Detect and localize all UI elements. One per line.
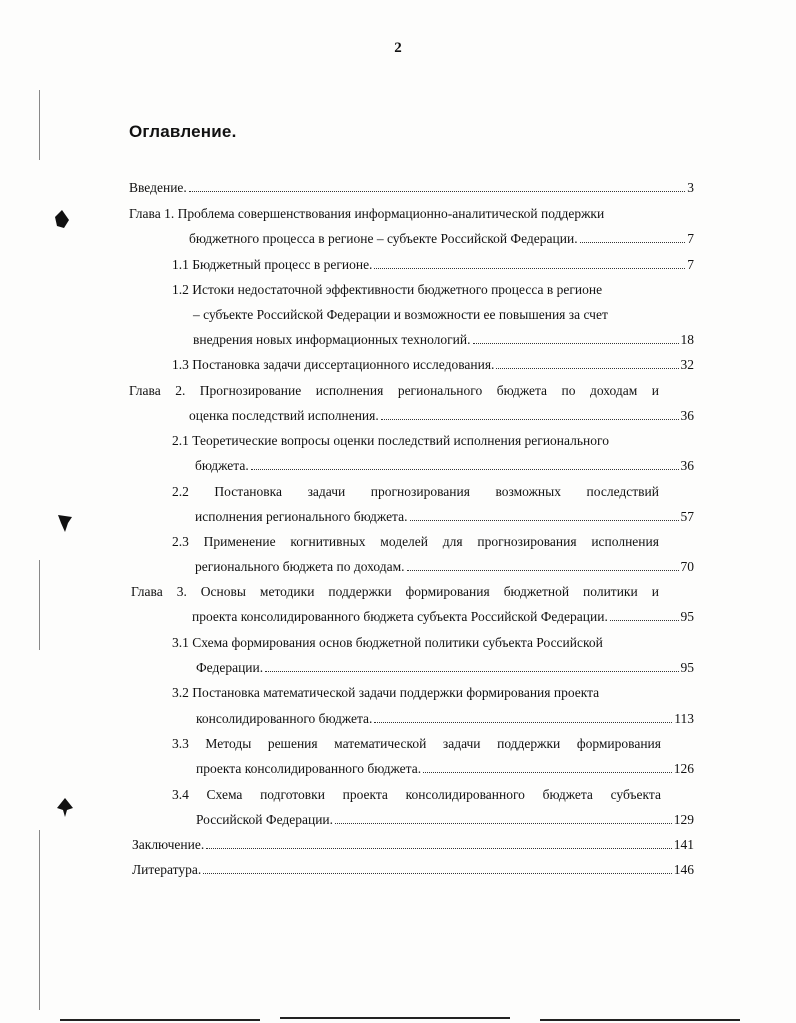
toc-entry-section-1-3[interactable] bbox=[172, 357, 694, 373]
toc-entry-word: и bbox=[651, 383, 659, 398]
punch-mark-icon bbox=[56, 798, 74, 818]
toc-entry-section-1-1[interactable] bbox=[172, 257, 694, 273]
toc-entry-word: по bbox=[561, 383, 576, 398]
toc-entry-chapter-2-cont bbox=[189, 408, 694, 424]
toc-entry-word: подготовки bbox=[260, 787, 325, 802]
toc-entry-label: проекта консолидированного бюджета субъекта Российской Федерации. bbox=[192, 609, 608, 624]
toc-entry-word: бюджетной bbox=[503, 584, 570, 599]
toc-entry-label: 2.1 Теоретические вопросы оценки последствий исполнения регионального bbox=[172, 433, 609, 448]
toc-entry-word: политики bbox=[583, 584, 638, 599]
leader-dots bbox=[374, 268, 685, 269]
toc-entry-word: 3. bbox=[176, 584, 187, 599]
toc-page-number: 129 bbox=[673, 812, 694, 827]
toc-page-number: 70 bbox=[680, 559, 694, 574]
toc-entry-section-2-2-cont bbox=[195, 509, 694, 525]
toc-entry-label: бюджетного процесса в регионе – субъекте Российской Федерации. bbox=[189, 231, 578, 246]
toc-entry-word: формирования bbox=[405, 584, 490, 599]
leader-dots bbox=[206, 848, 672, 849]
toc-page-number: 57 bbox=[680, 509, 694, 524]
scan-edge-line bbox=[39, 830, 40, 1010]
toc-entry-word: проекта bbox=[342, 787, 388, 802]
toc-entry-label: оценка последствий исполнения. bbox=[189, 408, 379, 423]
toc-entry-label: Введение. bbox=[129, 180, 187, 195]
toc-entry-conclusion[interactable] bbox=[132, 837, 694, 853]
toc-entry-word: субъекта bbox=[610, 787, 661, 802]
toc-entry-word: 2.3 bbox=[172, 534, 189, 549]
toc-entry-section-3-4[interactable] bbox=[172, 787, 661, 803]
toc-entry-word: бюджета bbox=[542, 787, 593, 802]
toc-entry-label: Российской Федерации. bbox=[196, 812, 334, 827]
punch-mark-icon bbox=[54, 210, 70, 230]
toc-entry-word: Прогнозирование bbox=[199, 383, 302, 398]
toc-entry-section-3-1[interactable] bbox=[172, 635, 603, 651]
toc-entry-chapter-3[interactable] bbox=[131, 584, 659, 600]
toc-entry-section-3-3-cont bbox=[196, 761, 694, 777]
toc-page-number: 36 bbox=[680, 408, 694, 423]
toc-entry-chapter-3-cont bbox=[192, 609, 694, 625]
toc-entry-intro[interactable] bbox=[129, 180, 694, 196]
scan-edge-line bbox=[540, 1019, 740, 1021]
leader-dots bbox=[374, 722, 672, 723]
toc-entry-section-2-3-cont bbox=[195, 559, 694, 575]
toc-entry-word: для bbox=[442, 534, 463, 549]
page-title: Оглавление. bbox=[129, 122, 237, 141]
toc-entry-label: бюджета. bbox=[195, 458, 249, 473]
toc-page-number: 7 bbox=[687, 231, 694, 246]
toc-entry-label: 1.1 Бюджетный процесс в регионе. bbox=[172, 257, 373, 272]
toc-entry-word: бюджета bbox=[496, 383, 548, 398]
toc-entry-word: задачи bbox=[442, 736, 481, 751]
punch-mark-icon bbox=[56, 513, 74, 533]
toc-entry-section-1-2-cont bbox=[193, 332, 694, 348]
toc-entry-label: Литература. bbox=[132, 862, 202, 877]
toc-entry-literature[interactable] bbox=[132, 862, 694, 878]
leader-dots bbox=[473, 343, 679, 344]
toc-page-number: 146 bbox=[673, 862, 694, 877]
toc-entry-word: исполнения bbox=[315, 383, 384, 398]
toc-entry-word: задачи bbox=[307, 484, 346, 499]
toc-entry-word: Постановка bbox=[214, 484, 283, 499]
toc-entry-word: Схема bbox=[206, 787, 243, 802]
toc-entry-word: Глава bbox=[129, 383, 161, 398]
scan-edge-line bbox=[60, 1019, 260, 1021]
leader-dots bbox=[335, 823, 672, 824]
toc-entry-word: регионального bbox=[397, 383, 483, 398]
toc-entry-word: Глава bbox=[131, 584, 163, 599]
toc-entry-word: Методы bbox=[205, 736, 252, 751]
toc-entry-word: 3.4 bbox=[172, 787, 189, 802]
leader-dots bbox=[381, 419, 679, 420]
toc-page-number: 36 bbox=[680, 458, 694, 473]
toc-entry-word: 3.3 bbox=[172, 736, 189, 751]
toc-page-number: 3 bbox=[687, 180, 694, 195]
leader-dots bbox=[410, 520, 679, 521]
toc-entry-section-3-2-cont bbox=[196, 711, 694, 727]
toc-page-number: 32 bbox=[680, 357, 694, 372]
toc-entry-chapter-2[interactable] bbox=[129, 383, 659, 399]
toc-entry-word: исполнения bbox=[591, 534, 659, 549]
toc-entry-label: 3.2 Постановка математической задачи поддержки формирования проекта bbox=[172, 685, 600, 700]
toc-entry-label: 1.3 Постановка задачи диссертационного исследования. bbox=[172, 357, 495, 372]
toc-entry-word: поддержки bbox=[497, 736, 561, 751]
leader-dots bbox=[423, 772, 672, 773]
toc-entry-word: последствий bbox=[586, 484, 659, 499]
toc-entry-label: 3.1 Схема формирования основ бюджетной политики субъекта Российской bbox=[172, 635, 603, 650]
toc-page-number: 113 bbox=[674, 711, 694, 726]
toc-entry-chapter-1-cont bbox=[189, 231, 694, 247]
toc-entry-section-3-1-cont bbox=[196, 660, 694, 676]
toc-entry-word: доходам bbox=[589, 383, 638, 398]
toc-entry-word: возможных bbox=[495, 484, 561, 499]
scan-edge-line bbox=[280, 1017, 510, 1019]
toc-entry-section-3-4-cont bbox=[196, 812, 694, 828]
toc-entry-label: консолидированного бюджета. bbox=[196, 711, 373, 726]
toc-entry-label: 1.2 Истоки недостаточной эффективности бюджетного процесса в регионе bbox=[172, 282, 603, 297]
toc-entry-word: математической bbox=[334, 736, 427, 751]
leader-dots bbox=[407, 570, 679, 571]
toc-entry-label: регионального бюджета по доходам. bbox=[195, 559, 405, 574]
leader-dots bbox=[580, 242, 686, 243]
toc-page-number: 126 bbox=[673, 761, 694, 776]
toc-entry-word: прогнозирования bbox=[477, 534, 577, 549]
toc-entry-word: прогнозирования bbox=[370, 484, 470, 499]
toc-entry-word: методики bbox=[259, 584, 315, 599]
toc-entry-section-1-2[interactable] bbox=[172, 282, 602, 298]
toc-entry-word: и bbox=[651, 584, 659, 599]
toc-entry-word: моделей bbox=[380, 534, 429, 549]
toc-entry-word: формирования bbox=[576, 736, 661, 751]
toc-entry-section-2-3[interactable] bbox=[172, 534, 659, 550]
toc-entry-label: Федерации. bbox=[196, 660, 264, 675]
toc-page-number: 7 bbox=[687, 257, 694, 272]
leader-dots bbox=[496, 368, 678, 369]
leader-dots bbox=[251, 469, 679, 470]
toc-entry-word: решения bbox=[267, 736, 318, 751]
toc-entry-word: консолидированного bbox=[405, 787, 525, 802]
leader-dots bbox=[189, 191, 685, 192]
scan-edge-line bbox=[39, 90, 40, 160]
toc-entry-section-2-1[interactable] bbox=[172, 433, 609, 449]
toc-page-number: 95 bbox=[680, 660, 694, 675]
toc-entry-section-1-2-cont bbox=[193, 307, 608, 323]
toc-entry-word: Применение bbox=[203, 534, 276, 549]
toc-entry-word: 2.2 bbox=[172, 484, 189, 499]
toc-page-number: 18 bbox=[680, 332, 694, 347]
toc-entry-label: – субъекте Российской Федерации и возможности ее повышения за счет bbox=[193, 307, 608, 322]
toc-entry-section-3-2[interactable] bbox=[172, 685, 599, 701]
page-number: 2 bbox=[394, 40, 402, 56]
toc-entry-label: проекта консолидированного бюджета. bbox=[196, 761, 422, 776]
leader-dots bbox=[203, 873, 671, 874]
toc-entry-word: Основы bbox=[200, 584, 246, 599]
toc-entry-label: исполнения регионального бюджета. bbox=[195, 509, 408, 524]
toc-entry-section-2-1-cont bbox=[195, 458, 694, 474]
toc-entry-section-2-2[interactable] bbox=[172, 484, 659, 500]
toc-entry-word: поддержки bbox=[328, 584, 392, 599]
toc-entry-word: когнитивных bbox=[290, 534, 366, 549]
leader-dots bbox=[265, 671, 678, 672]
toc-page-number: 95 bbox=[680, 609, 694, 624]
toc-entry-label: внедрения новых информационных технологий. bbox=[193, 332, 471, 347]
toc-page-number: 141 bbox=[673, 837, 694, 852]
leader-dots bbox=[610, 620, 679, 621]
toc-entry-word: 2. bbox=[175, 383, 186, 398]
toc-entry-label: Заключение. bbox=[132, 837, 205, 852]
toc-entry-chapter-1[interactable] bbox=[129, 206, 694, 222]
toc-entry-section-3-3[interactable] bbox=[172, 736, 661, 752]
scan-edge-line bbox=[39, 560, 40, 650]
toc-entry-label: Глава 1. Проблема совершенствования информационно-аналитической поддержки bbox=[129, 206, 605, 221]
